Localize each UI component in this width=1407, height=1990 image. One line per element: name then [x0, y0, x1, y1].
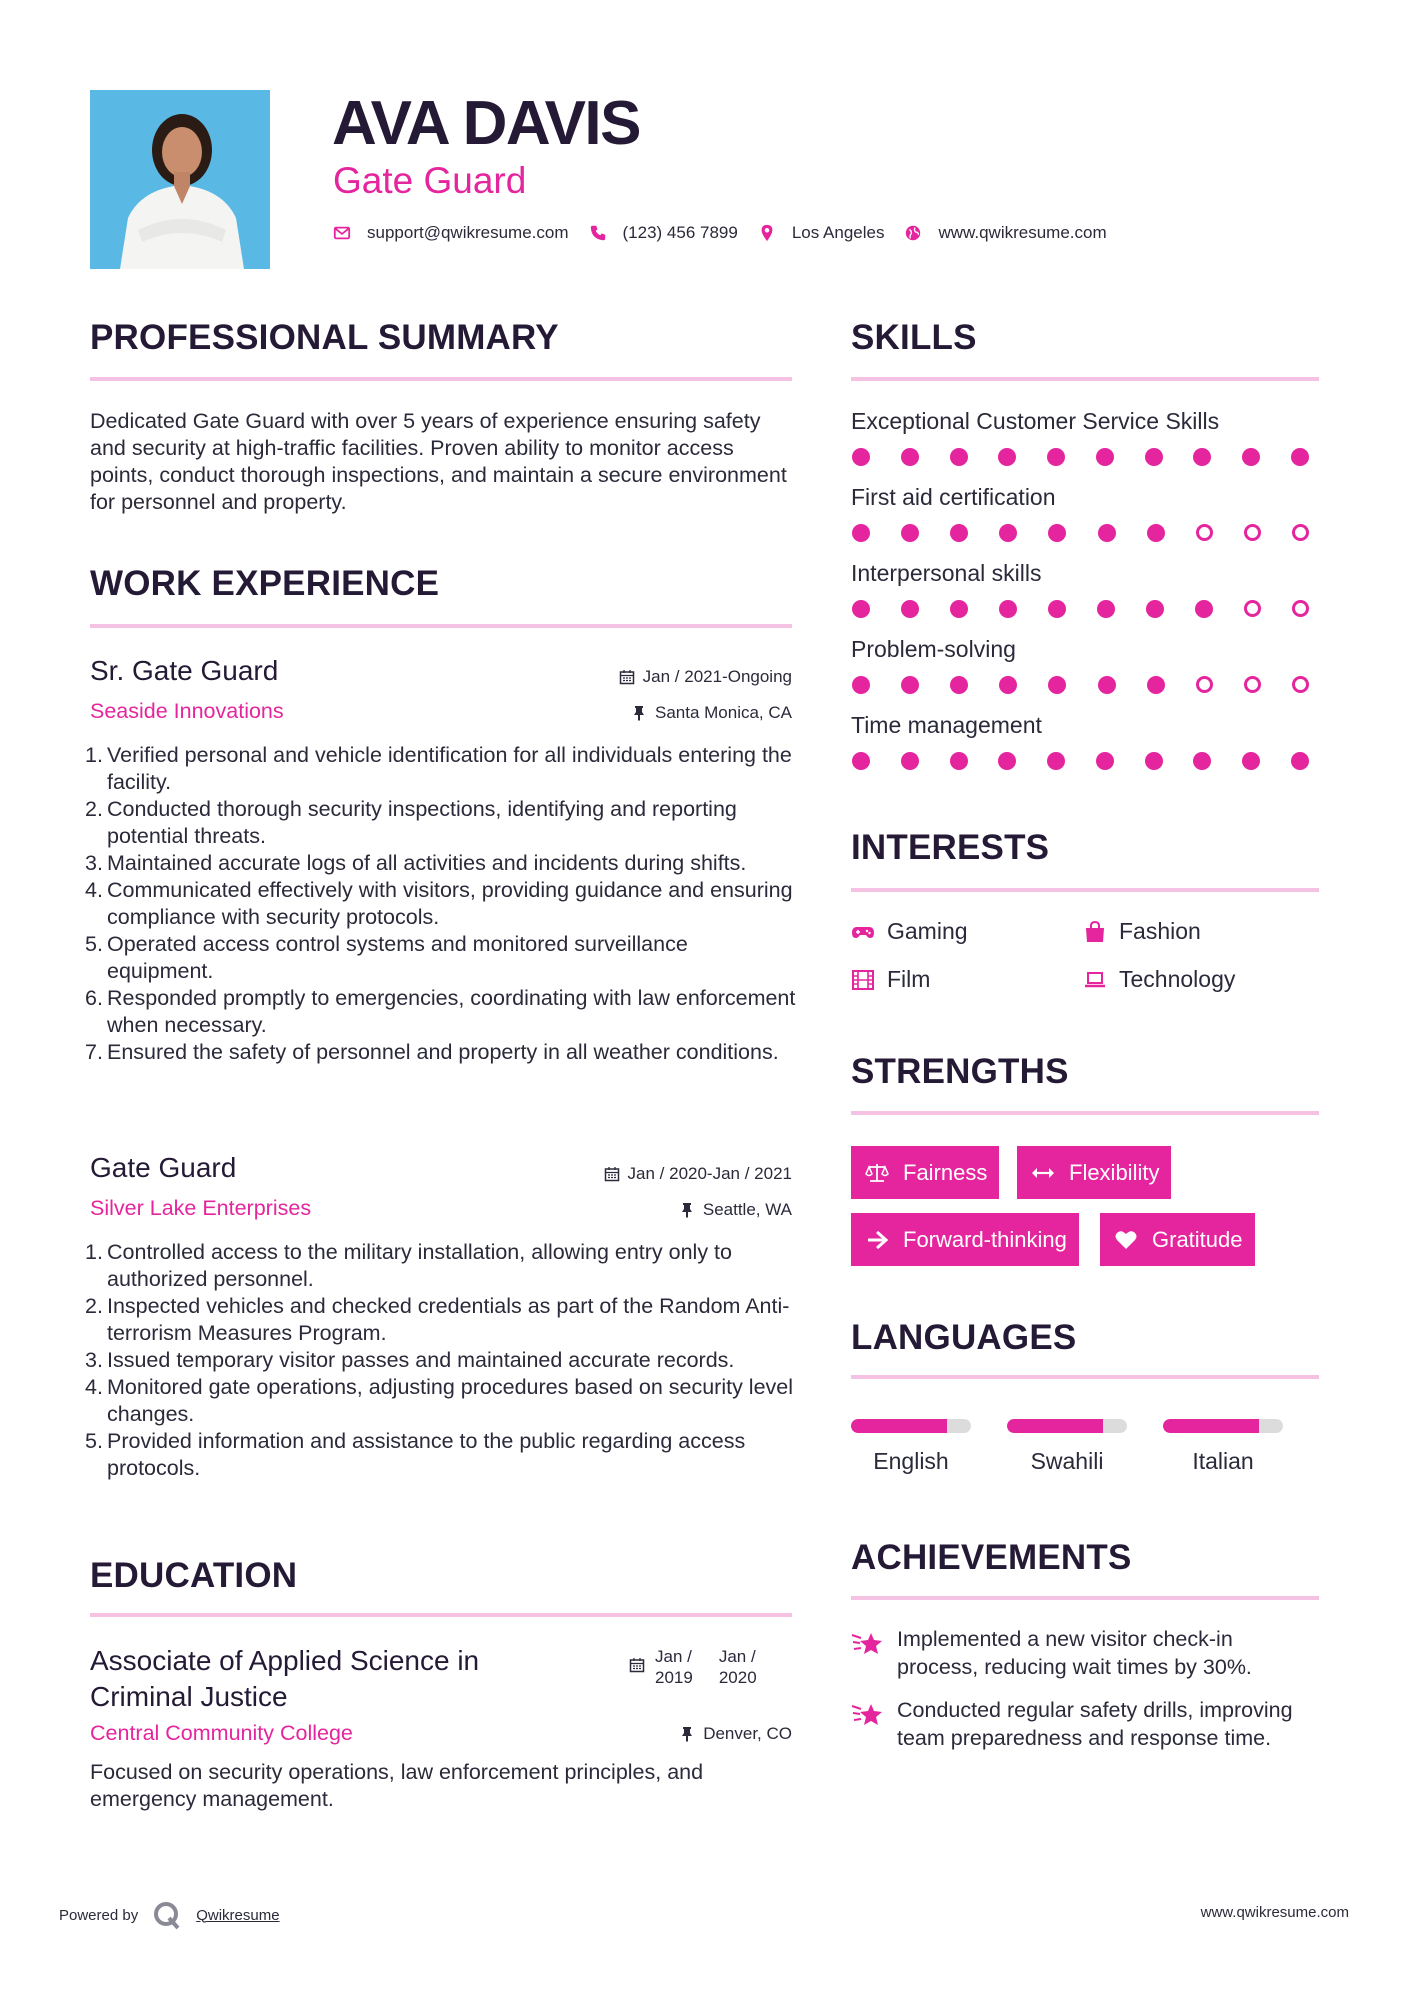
job-1-bullets [85, 742, 800, 1066]
education-rule [90, 1613, 792, 1617]
education-description: Focused on security operations, law enforcement principles, and emergency management. [90, 1760, 704, 1811]
skill-rating [852, 600, 1309, 618]
job-1-dates-text: Jan / 2021-Ongoing [642, 667, 792, 686]
language-level-fill [851, 1419, 947, 1433]
degree-line-2: Criminal Justice [90, 1681, 288, 1712]
strength-fairness [851, 1146, 999, 1199]
rating-dot-filled [901, 676, 919, 694]
experience-heading: WORK EXPERIENCE [90, 564, 440, 603]
language-name: Italian [1192, 1448, 1254, 1474]
rating-dot-filled [1048, 676, 1066, 694]
rating-dot-filled [1096, 448, 1114, 466]
rating-dot-filled [1242, 752, 1260, 770]
rating-dot-filled [1147, 524, 1165, 542]
language-level-fill [1007, 1419, 1103, 1433]
rating-dot-filled [1291, 752, 1309, 770]
map-marker-icon [758, 224, 776, 242]
interest-fashion-label: Fashion [1119, 918, 1201, 944]
contact-bar [333, 223, 1127, 243]
language-level-fill [1163, 1419, 1259, 1433]
list-item: 3. Maintained accurate logs of all activities and incidents during shifts. [85, 851, 747, 875]
balance-scale-icon [865, 1161, 889, 1185]
list-item: 1. Verified personal and vehicle identification for all individuals entering the facility. [85, 743, 792, 794]
rating-dot-filled [998, 448, 1016, 466]
rating-dot-filled [950, 600, 968, 618]
job-1-company: Seaside Innovations [90, 699, 284, 723]
location-text: Los Angeles [791, 223, 885, 242]
list-item: 2. Conducted thorough security inspections, identifying and reporting potential threats. [85, 797, 737, 848]
skill-rating [852, 752, 1309, 770]
strength-flexibility-label: Flexibility [1069, 1159, 1160, 1185]
rating-dot-filled [1193, 448, 1211, 466]
skills-rule [851, 377, 1319, 381]
rating-dot-filled [852, 676, 870, 694]
list-item: 3. Issued temporary visitor passes and maintained accurate records. [85, 1348, 735, 1372]
language-level-bar [851, 1419, 971, 1433]
rating-dot-filled [901, 448, 919, 466]
rating-dot-filled [901, 752, 919, 770]
list-item: 4. Communicated effectively with visitors, providing guidance and ensuring compliance with security protocols. [85, 878, 793, 929]
interests-heading: INTERESTS [851, 828, 1050, 867]
education-heading: EDUCATION [90, 1556, 298, 1595]
contact-website[interactable] [904, 223, 1106, 243]
rating-dot-filled [901, 524, 919, 542]
education-start-month: Jan / [655, 1647, 692, 1666]
interest-film [851, 966, 930, 993]
profile-photo [90, 90, 270, 269]
calendar-icon [619, 669, 635, 685]
rating-dot-filled [999, 524, 1017, 542]
education-end-month: Jan / [718, 1647, 756, 1666]
strength-flexibility [1017, 1146, 1171, 1199]
strength-forward-thinking [851, 1213, 1079, 1266]
rating-dot-filled [1096, 752, 1114, 770]
rating-dot-empty [1292, 600, 1309, 617]
language-level-bar [1163, 1419, 1283, 1433]
languages-heading: LANGUAGES [851, 1318, 1077, 1357]
job-2-dates-text: Jan / 2020-Jan / 2021 [627, 1164, 792, 1183]
rating-dot-filled [950, 752, 968, 770]
list-item: 7. Ensured the safety of personnel and property in all weather conditions. [85, 1040, 779, 1064]
skill-name: First aid certification [851, 484, 1056, 510]
school-name: Central Community College [90, 1721, 353, 1745]
rating-dot-filled [950, 448, 968, 466]
phone-text: (123) 456 7899 [622, 223, 738, 242]
list-item: 5. Provided information and assistance to the public regarding access protocols. [85, 1429, 746, 1480]
gamepad-icon [851, 920, 875, 944]
rating-dot-filled [852, 524, 870, 542]
job-2-location-text: Seattle, WA [702, 1200, 792, 1219]
skill-rating [852, 448, 1309, 466]
list-item: 1. Controlled access to the military installation, allowing entry only to authorized personnel. [85, 1240, 732, 1291]
degree [90, 1643, 479, 1715]
skills-heading: SKILLS [851, 318, 977, 357]
qwikresume-logo-icon [152, 1900, 182, 1930]
pushpin-icon [679, 1726, 695, 1742]
powered-by-label: Powered by [59, 1906, 139, 1924]
brand-link[interactable]: Qwikresume [196, 1906, 280, 1924]
rating-dot-filled [1097, 600, 1115, 618]
skill-name: Time management [851, 712, 1042, 738]
phone-icon [589, 224, 607, 242]
language-level-bar [1007, 1419, 1127, 1433]
education-dates [629, 1646, 757, 1688]
footer-url[interactable]: www.qwikresume.com [1200, 1904, 1349, 1921]
shopping-bag-icon [1083, 920, 1107, 944]
rating-dot-filled [999, 600, 1017, 618]
job-2-title: Gate Guard [90, 1152, 237, 1183]
rating-dot-filled [1291, 448, 1309, 466]
language-name: Swahili [1030, 1448, 1104, 1474]
rating-dot-filled [852, 600, 870, 618]
envelope-icon [333, 224, 351, 242]
rating-dot-empty [1244, 524, 1261, 541]
rating-dot-filled [1146, 600, 1164, 618]
rating-dot-filled [1145, 752, 1163, 770]
rating-dot-filled [1047, 752, 1065, 770]
rating-dot-empty [1196, 524, 1213, 541]
rating-dot-filled [1242, 448, 1260, 466]
rating-dot-filled [852, 448, 870, 466]
interest-gaming-label: Gaming [887, 918, 968, 944]
email-text: support@qwikresume.com [367, 223, 569, 242]
achievement-2-text: Conducted regular safety drills, improving team preparedness and response time. [897, 1698, 1293, 1750]
rating-dot-empty [1196, 676, 1213, 693]
rating-dot-filled [852, 752, 870, 770]
interest-technology [1083, 966, 1235, 993]
languages-rule [851, 1375, 1319, 1379]
film-icon [851, 968, 875, 992]
language-name: English [873, 1448, 949, 1474]
summary-rule [90, 377, 792, 381]
skill-name: Interpersonal skills [851, 560, 1042, 586]
rating-dot-filled [1147, 676, 1165, 694]
rating-dot-filled [1048, 600, 1066, 618]
rating-dot-filled [1098, 524, 1116, 542]
strength-gratitude [1100, 1213, 1255, 1266]
summary-heading: PROFESSIONAL SUMMARY [90, 318, 559, 357]
strengths-rule [851, 1111, 1319, 1115]
education-start-year: 2019 [655, 1668, 693, 1687]
job-2-location [679, 1200, 792, 1220]
education-location [679, 1724, 792, 1744]
rating-dot-empty [1244, 600, 1261, 617]
strengths-heading: STRENGTHS [851, 1052, 1069, 1091]
shooting-star-icon [851, 1700, 885, 1730]
strength-fairness-label: Fairness [903, 1159, 988, 1185]
skill-rating [852, 676, 1309, 694]
achievements-heading: ACHIEVEMENTS [851, 1538, 1132, 1577]
education-location-text: Denver, CO [703, 1724, 792, 1743]
rating-dot-filled [950, 524, 968, 542]
list-item: 6. Responded promptly to emergencies, coordinating with law enforcement when necessary. [85, 986, 796, 1037]
interest-technology-label: Technology [1119, 966, 1236, 992]
candidate-name: AVA DAVIS [332, 89, 641, 158]
calendar-icon [604, 1166, 620, 1182]
job-1-location [631, 703, 792, 723]
rating-dot-filled [1047, 448, 1065, 466]
job-2-bullets [85, 1239, 800, 1482]
list-item: 2. Inspected vehicles and checked credentials as part of the Random Anti-terrorism Measures Program. [85, 1294, 790, 1345]
calendar-icon [629, 1657, 645, 1673]
job-1-dates [619, 667, 792, 687]
rating-dot-filled [1193, 752, 1211, 770]
website-text: www.qwikresume.com [938, 223, 1107, 242]
rating-dot-filled [1048, 524, 1066, 542]
job-1-location-text: Santa Monica, CA [654, 703, 792, 722]
skill-rating [852, 524, 1309, 542]
strength-forward-thinking-label: Forward-thinking [903, 1226, 1067, 1252]
list-item: 4. Monitored gate operations, adjusting procedures based on security level changes. [85, 1375, 794, 1426]
achievement-1-text: Implemented a new visitor check-in process, reducing wait times by 30%. [897, 1627, 1252, 1679]
pushpin-icon [679, 1202, 695, 1218]
interests-rule [851, 888, 1319, 892]
experience-rule [90, 624, 792, 628]
laptop-icon [1083, 968, 1107, 992]
strength-gratitude-label: Gratitude [1152, 1226, 1243, 1252]
powered-by [59, 1900, 280, 1930]
arrows-horizontal-icon [1031, 1161, 1055, 1185]
achievement-1 [851, 1625, 1311, 1681]
education-end-year: 2020 [718, 1668, 757, 1687]
achievements-rule [851, 1596, 1319, 1600]
job-2-dates [604, 1164, 792, 1184]
portrait-illustration [90, 90, 270, 269]
contact-phone[interactable] [589, 223, 738, 243]
list-item: 5. Operated access control systems and monitored surveillance equipment. [85, 932, 688, 983]
contact-location [758, 223, 885, 243]
job-1-title: Sr. Gate Guard [90, 655, 279, 686]
interest-fashion [1083, 918, 1201, 945]
education-end [719, 1646, 757, 1688]
education-start [655, 1646, 693, 1688]
skill-name: Problem-solving [851, 636, 1016, 662]
rating-dot-filled [950, 676, 968, 694]
pushpin-icon [631, 705, 647, 721]
rating-dot-filled [901, 600, 919, 618]
contact-email[interactable] [333, 223, 569, 243]
interest-film-label: Film [887, 966, 931, 992]
rating-dot-filled [1145, 448, 1163, 466]
rating-dot-empty [1292, 524, 1309, 541]
rating-dot-empty [1292, 676, 1309, 693]
job-2-company: Silver Lake Enterprises [90, 1196, 312, 1220]
rating-dot-filled [1195, 600, 1213, 618]
summary-text: Dedicated Gate Guard with over 5 years of experience ensuring safety and security at high-traffic facilities. Proven ability to monitor access points, conduct thorough inspections, and maintain a secure environment for personnel and property. [90, 409, 787, 514]
rating-dot-filled [998, 752, 1016, 770]
arrow-right-icon [865, 1228, 889, 1252]
degree-line-1: Associate of Applied Science in [90, 1645, 480, 1676]
job-title: Gate Guard [333, 160, 527, 201]
skill-name: Exceptional Customer Service Skills [851, 408, 1220, 434]
rating-dot-empty [1244, 676, 1261, 693]
shooting-star-icon [851, 1629, 885, 1659]
rating-dot-filled [1098, 676, 1116, 694]
rating-dot-filled [999, 676, 1017, 694]
heart-icon [1114, 1228, 1138, 1252]
globe-icon [904, 224, 922, 242]
achievement-2 [851, 1696, 1311, 1752]
interest-gaming [851, 918, 968, 945]
